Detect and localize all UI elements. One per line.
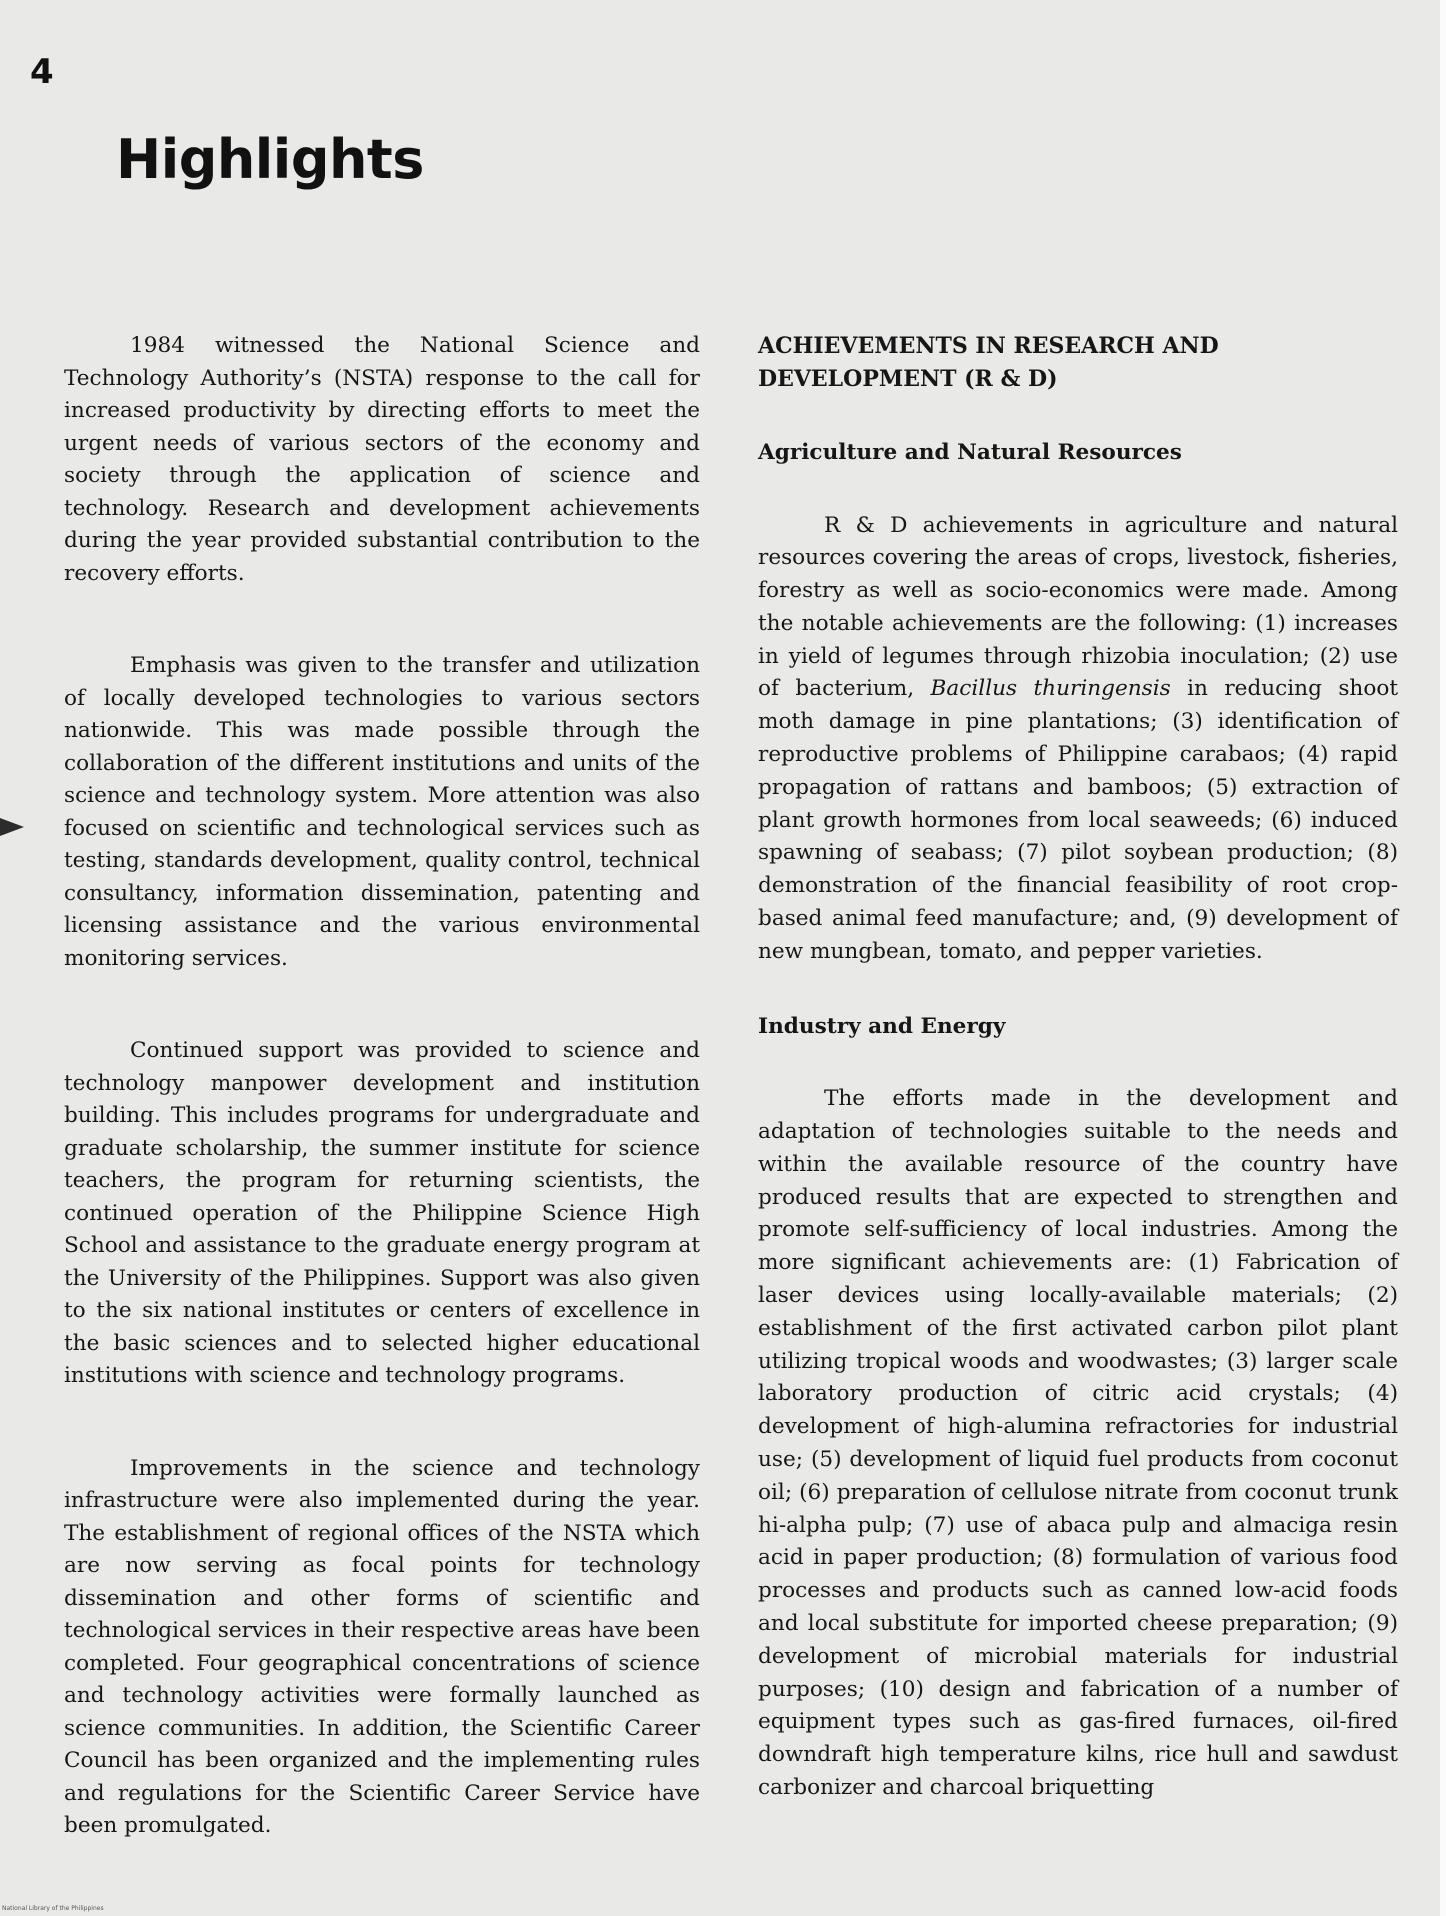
subheading-agriculture: Agriculture and Natural Resources (758, 440, 1182, 465)
emphasis-paragraph: Emphasis was given to the transfer and utilization of locally developed technologies to various sectors nationwide. This was made possible through the collaboration of the different institutions and units of the science and technology system. More attention was also focused on scientific and technological services such as testing, standards development, quality control, technical consultancy, information dissemination, patenting and licensing assistance and the various environmental monitoring services. (64, 653, 700, 971)
agriculture-text-start: R & D achievements in agriculture and natural resources covering the areas of crops, livestock, fisheries, forestry as well as socio-economics were made. Among the notable achievements are the following: (1) increases in yield of legumes through rhizobia inoculation; (2) use of bacterium, (758, 512, 1398, 702)
subheading-industry: Industry and Energy (758, 1013, 1006, 1039)
section-heading-rd: ACHIEVEMENTS IN RESEARCH AND DEVELOPMENT (R & D) (758, 333, 1219, 392)
page-title: Highlights (116, 128, 424, 191)
industry-paragraph: The efforts made in the development and adaptation of technologies suitable to the needs and within the available resource of the country have produced results that are expected to strengthen and promote self-sufficiency of local industries. Among the more significant achievements are: (1) Fabrication of laser devices using locally-available materials; (2) establishment of the first activated carbon pilot plant utilizing tropical woods and woodwastes; (3) larger scale laboratory production of citric acid crystals; (4) development of high-alumina refractories for industrial use; (5) development of liquid fuel products from coconut oil; (6) preparation of cellulose nitrate from coconut trunk hi-alpha pulp; (7) use of abaca pulp and almaciga resin acid in paper production; (8) formulation of various food processes and products such as canned low-acid foods and local substitute for imported cheese preparation; (9) development of microbial materials for industrial purposes; (10) design and fabrication of a number of equipment types such as gas-fired furnaces, oil-fired downdraft high temperature kilns, rice hull and sawdust carbonizer and charcoal briquetting (758, 1086, 1398, 1800)
page-edge (1440, 0, 1446, 1916)
right-column (758, 330, 1398, 1805)
manpower-paragraph: Continued support was provided to science and technology manpower development and institution building. This includes programs for undergraduate and graduate scholarship, the summer institute for science teachers, the program for returning scientists, the continued operation of the Philippine Science High School and assistance to the graduate energy program at the University of the Philippines. Support was also given to the six national institutes or centers of excellence in the basic sciences and to selected higher educational institutions with science and technology programs. (64, 1038, 700, 1388)
bacillus-name: Bacillus thuringensis (930, 676, 1171, 702)
margin-arrow-mark (0, 818, 24, 836)
intro-paragraph: 1984 witnessed the National Science and Technology Authority’s (NSTA) response to the call for increased productivity by directing efforts to meet the urgent needs of various sectors of the economy and society through the application of science and technology. Research and development achievements during the year provided substantial contribution to the recovery efforts. (64, 333, 700, 586)
infrastructure-paragraph: Improvements in the science and technology infrastructure were also implemented during the year. The establishment of regional offices of the NSTA which are now serving as focal points for technology dissemination and other forms of scientific and technological services in their respective areas have been completed. Four geographical concentrations of science and technology activities were formally launched as science communities. In addition, the Scientific Career Council has been organized and the implementing rules and regulations for the Scientific Career Service have been promulgated. (64, 1455, 700, 1838)
footer-stamp: National Library of the Philippines (2, 1905, 104, 1912)
left-column (64, 330, 700, 1843)
agriculture-text-end: in reducing shoot moth damage in pine plantations; (3) identification of reproductive problems of Philippine carabaos; (4) rapid propagation of rattans and bamboos; (5) extraction of plant growth hormones from local seaweeds; (6) induced spawning of seabass; (7) pilot soybean production; (8) demonstration of the financial feasibility of root crop-based animal feed manufacture; and, (9) development of new mungbean, tomato, and pepper varieties. (758, 676, 1398, 964)
page-number: 4 (30, 52, 54, 92)
agriculture-paragraph (758, 510, 1398, 969)
